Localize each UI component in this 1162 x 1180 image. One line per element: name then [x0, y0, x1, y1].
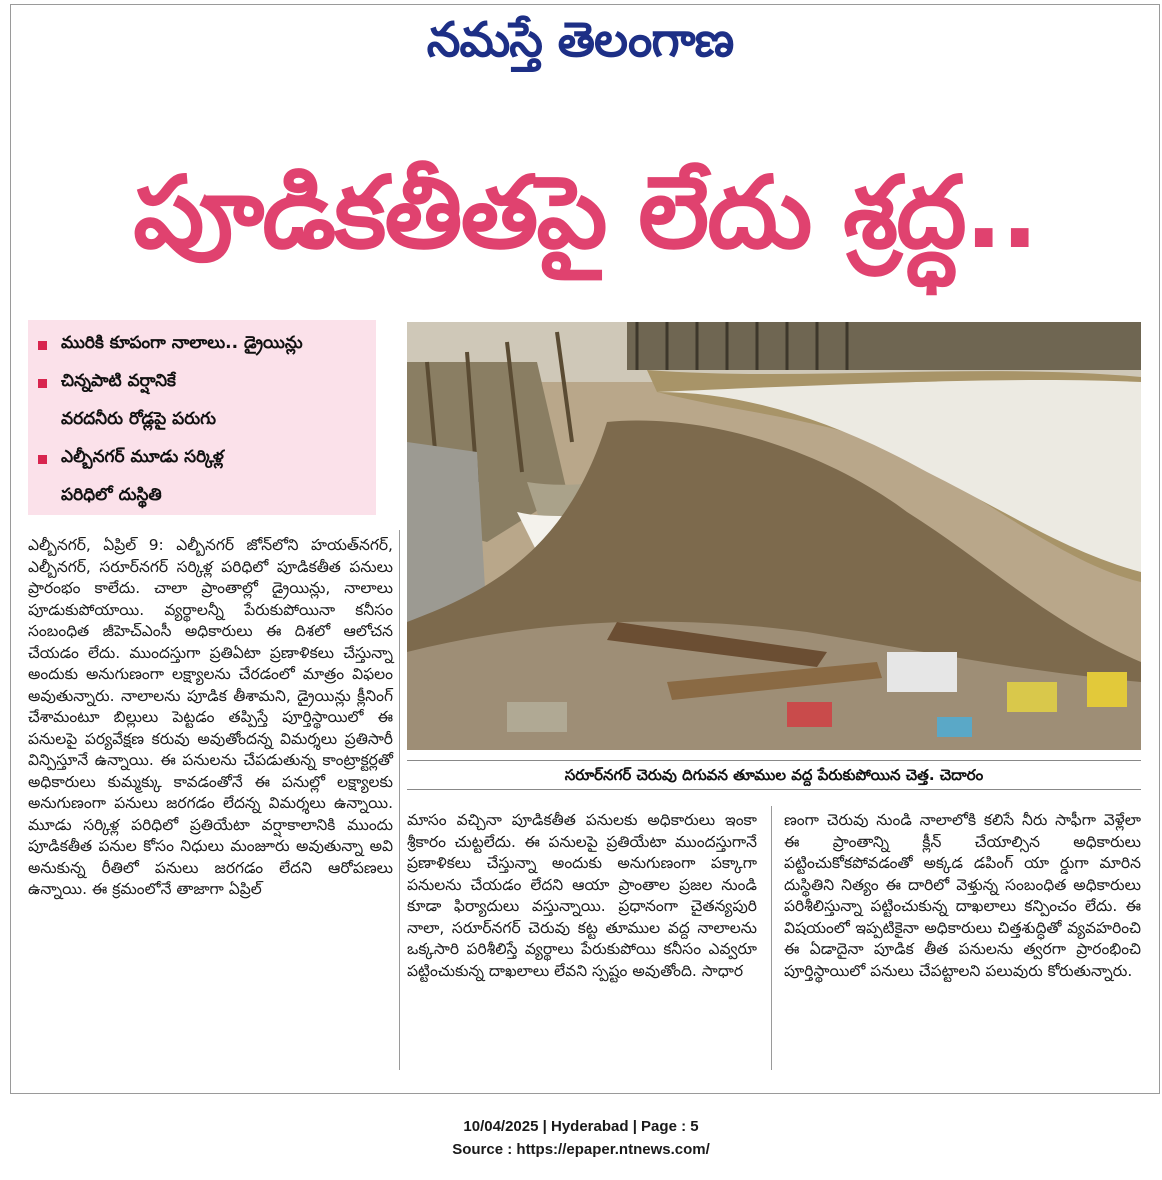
photo-caption: సరూర్‌నగర్ చెరువు దిగువన తూముల వద్ద పేరుకుపోయిన చెత్త. చెదారం — [407, 760, 1141, 790]
highlight-item — [38, 364, 366, 402]
column-divider — [399, 530, 400, 1070]
highlights-box — [28, 320, 376, 515]
highlight-text: మురికి కూపంగా నాలాలు.. డ్రైయిన్లు — [61, 333, 303, 353]
highlight-text: వరదనీరు రోడ్లపై పరుగు — [61, 409, 216, 429]
highlight-item — [38, 440, 366, 478]
highlight-text: ఎల్బీనగర్ మూడు సర్కిళ్ల — [61, 447, 224, 467]
column-divider — [771, 806, 772, 1070]
article-column-3: ణంగా చెరువు నుండి నాలాలోకి కలిసే నీరు సాఫీగా వెళ్లేలా ఈ ప్రాంతాన్ని క్లీన్ చేయాల్సిన అధికారులు పట్టించుకోకపోవడంతో అక్కడ డపింగ్ యా ర్డుగా మారిన దుస్థితిని నిత్యం ఈ దారిలో వెళ్తున్న సంబంధిత అధికారులు పరిశీలిస్తున్నా పట్టించుకున్న దాఖలాలు కన్పించం లేదు. ఈ విషయంలో ఇప్పటికైనా అధికారులు చిత్తశుద్ధితో వ్యవహరించి ఈ ఏడాదైనా పూడిక తీత పనులను త్వరగా ప్రారంభించి పూర్తిస్థాయిలో పనులు చేపట్టాలని పలువురు కోరుతున్నారు. — [784, 811, 1141, 980]
footer-date-page: 10/04/2025 | Hyderabad | Page : 5 — [463, 1118, 699, 1135]
article-headline: పూడికతీతపై లేదు శ్రద్ధ.. — [133, 154, 1037, 271]
article-column-2: మాసం వచ్చినా పూడికతీత పనులకు అధికారులు ఇంకా శ్రీకారం చుట్టలేదు. ఈ పనులపై ప్రతియేటా ముందస్తుగానే ప్రణాళికలు చేస్తున్నా అందుకు అనుగుణంగా పక్కాగా పనులను చేయడం లేదని ఆయా ప్రాంతాల ప్రజల నుండి కూడా ఫిర్యాదులు వస్తున్నాయి. ప్రధానంగా చైతన్యపురి నాలా, సరూర్‌నగర్ చెరువు కట్ట తూముల వద్ద నాలాలను ఒక్కసారి పరిశీలిస్తే వ్యర్థాలు పేరుకుపోయి కనీసం ఎవ్వరూ పట్టించుకున్న దాఖలాలు లేవని స్పష్టం అవుతోంది. సాధార — [407, 811, 757, 980]
highlight-item — [38, 326, 366, 364]
article-column-1: ఎల్బీనగర్, ఏప్రిల్ 9: ఎల్బీనగర్ జోన్‌లోని హయత్‌నగర్, ఎల్బీనగర్, సరూర్‌నగర్ సర్కిళ్ల పరిధిలో పూడికతీత పనులు ప్రారంభం కాలేదు. చాలా ప్రాంతాల్లో డ్రైయిన్లు, నాలాలు పూడుకుపోయాయి. వ్యర్థాలన్నీ పేరుకుపోయినా కనీసం సంబంధిత జీహెచ్‌ఎంసీ అధికారులు ఈ దిశలో ఆలోచన చేయడం లేదు. ముందస్తుగా ప్రతిఏటా ప్రణాళికలు చేస్తున్నా అందుకు అనుగుణంగా లక్ష్యాలను చేరడంలో మాత్రం విఫలం అవుతున్నారు. నాలాలను పూడిక తీశామని, డ్రైయిన్లు క్లీనింగ్ చేశామంటూ బిల్లులు పెట్టడం తప్పిస్తే పూర్తిస్థాయిలో ఈ పనులపై పర్యవేక్షణ కరువు అవుతోందన్న విమర్శలు ప్రతిసారీ విన్పిస్తూనే ఉన్నాయి. ఈ పనులను చేపడుతున్న కాంట్రాక్టర్లతో అధికారులు కుమ్మక్కు కావడంతోనే ఈ పనుల్లో లక్ష్యాలకు అనుగుణంగా పనులు జరగడం లేదన్న విమర్శలు ఉన్నాయి. మూడు సర్కిళ్ల పరిధిలో ప్రతియేటా వర్షాకాలానికి ముందు పూడికతీత పనుల కోసం నిధులు మంజూరు అవుతున్నా అవి అనుకున్న రీతిలో పనులు జరగడం లేదని ఆరోపణలు ఉన్నాయి. ఈ క్రమంలోనే తాజాగా ఏప్రిల్ — [28, 536, 393, 898]
bullet-square-icon — [38, 455, 47, 464]
highlight-text: చిన్నపాటి వర్షానికే — [61, 371, 176, 391]
bullet-square-icon — [38, 341, 47, 350]
newspaper-masthead: నమస్తే తెలంగాణ — [426, 12, 734, 68]
footer-source: Source : https://epaper.ntnews.com/ — [452, 1141, 710, 1158]
photo-drain-garbage-icon — [407, 322, 1141, 750]
highlight-item — [38, 402, 366, 440]
highlight-text: పరిధిలో దుస్థితి — [61, 485, 162, 505]
news-photo — [407, 322, 1141, 750]
highlight-item — [38, 478, 366, 516]
bullet-square-icon — [38, 379, 47, 388]
